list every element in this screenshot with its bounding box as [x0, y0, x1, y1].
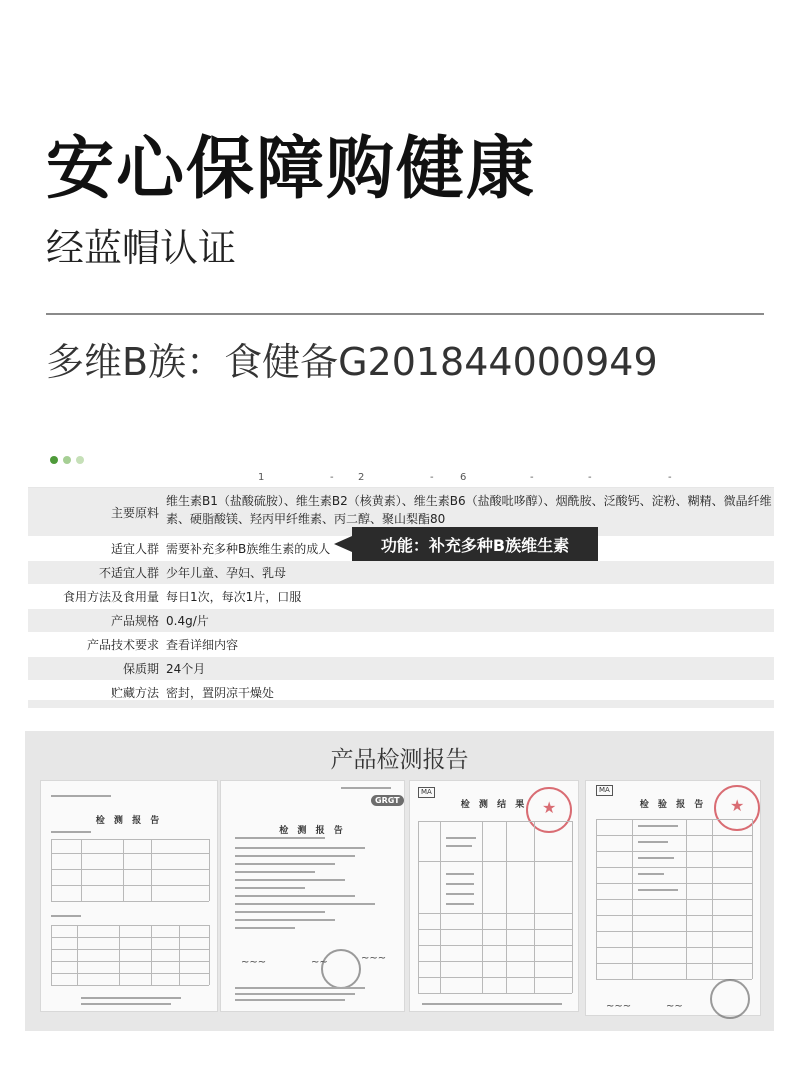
- page-title: 安心保障购健康: [46, 130, 537, 209]
- carousel-indicator[interactable]: [50, 456, 84, 464]
- carousel-dot-2[interactable]: [63, 456, 71, 464]
- row-value-line: 维生素B1（盐酸硫胺）、维生素B2（核黄素）、维生素B6（盐酸吡哆醇）、烟酰胺、泛酸钙、淀粉、糊精、微晶纤维: [166, 494, 772, 508]
- row-label: 主要原料: [110, 505, 159, 520]
- row-label: 产品规格: [110, 614, 159, 628]
- row-value: 需要补充多种B族维生素的成人: [166, 542, 331, 556]
- signature: ~~: [666, 1001, 683, 1012]
- inspection-report-panel: [25, 731, 774, 1031]
- signature: ~~~: [241, 957, 267, 968]
- cma-badge: MA: [596, 785, 613, 796]
- signature: ~~: [311, 957, 328, 968]
- report-heading: 检 测 报 告: [95, 816, 163, 826]
- grgt-badge: GRGT: [371, 795, 404, 806]
- row-value: 每日1次，每次1片，口服: [166, 590, 302, 604]
- row-label: 产品技术要求: [86, 638, 159, 652]
- row-label: 贮藏方法: [110, 686, 159, 700]
- report-document-4[interactable]: [585, 780, 761, 1016]
- table-row: [28, 633, 774, 657]
- table-cut-edge: 1 - 2 - 6 - - -: [28, 478, 774, 488]
- function-tooltip: 功能：补充多种B族维生素: [352, 527, 598, 561]
- divider: [46, 313, 764, 315]
- row-value-line: 素、硬脂酸镁、羟丙甲纤维素、丙二醇、聚山梨酯80: [166, 512, 446, 526]
- carousel-dot-3[interactable]: [76, 456, 84, 464]
- page-subtitle: 经蓝帽认证: [46, 226, 237, 270]
- row-label: 食用方法及食用量: [62, 590, 159, 604]
- signature: ~~~: [606, 1001, 632, 1012]
- table-row: [28, 657, 774, 681]
- row-label: 保质期: [122, 662, 159, 676]
- row-label: 适宜人群: [110, 542, 159, 556]
- tech-requirements-link[interactable]: 查看详细内容: [166, 638, 239, 652]
- table-row: [28, 609, 774, 633]
- certificate-number: 多维B族：食健备G201844000949: [46, 340, 658, 384]
- table-row: [28, 585, 774, 609]
- row-label: 不适宜人群: [98, 566, 159, 580]
- row-value: 少年儿童、孕妇、乳母: [166, 566, 287, 580]
- report-section-title: 产品检测报告: [330, 747, 469, 773]
- cma-badge: MA: [418, 787, 435, 798]
- report-heading: 检 测 报 告: [279, 826, 346, 836]
- official-seal: [714, 785, 760, 831]
- table-row: [28, 561, 774, 585]
- official-seal: [526, 787, 572, 833]
- row-value: 0.4g/片: [166, 614, 209, 628]
- signature: ~~~: [361, 953, 387, 964]
- tooltip-arrow: [334, 536, 352, 552]
- report-document-3[interactable]: [409, 780, 579, 1012]
- report-heading: 检 测 结 果: [460, 800, 528, 810]
- row-value: 密封，置阴凉干燥处: [166, 686, 275, 700]
- carousel-dot-1[interactable]: [50, 456, 58, 464]
- report-document-2[interactable]: [220, 780, 405, 1012]
- row-value: 24个月: [166, 662, 206, 676]
- stamp: [321, 949, 361, 989]
- report-heading: 检 验 报 告: [639, 800, 707, 810]
- report-document-1[interactable]: [40, 780, 218, 1012]
- stamp: [710, 979, 750, 1019]
- table-cut-edge: [28, 700, 774, 708]
- product-spec-table: [28, 472, 774, 706]
